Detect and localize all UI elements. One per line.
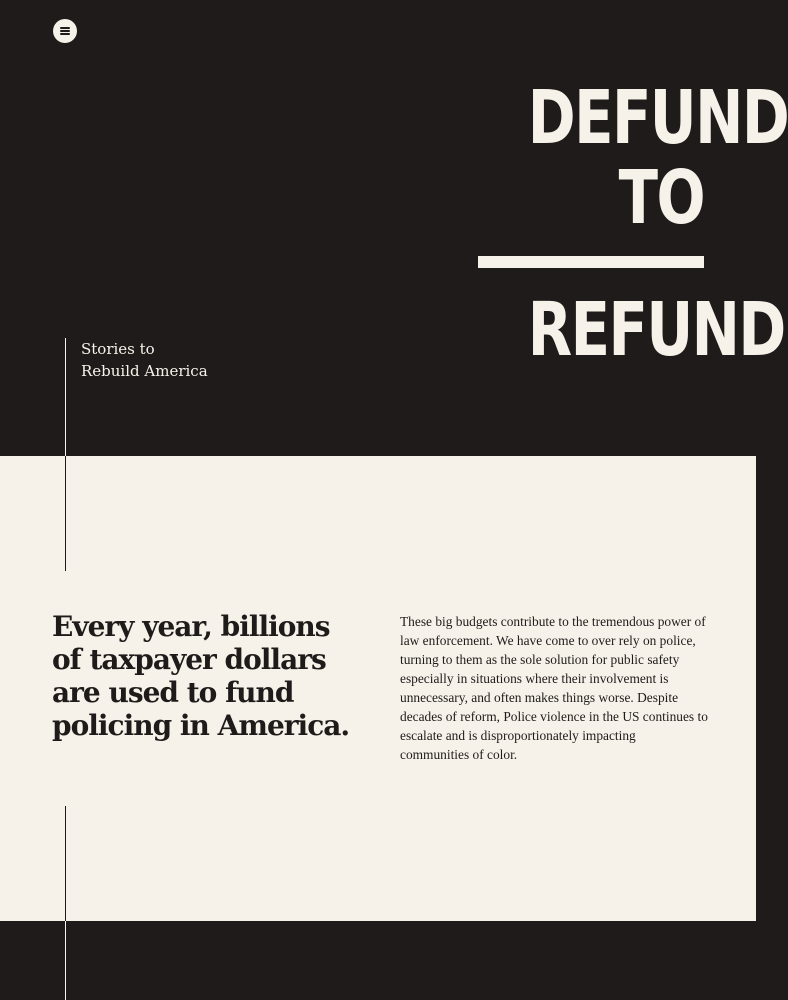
intro-body-text: These big budgets contribute to the tremendous power of law enforcement. We have come to over rely on police, turning to them as the sole solution for public safety especially in situations where their involvement is unnecessary, and often makes things worse. Despite decades of reform, Police violence in the US continues to escalate and is disproportionately impacting communities of color. bbox=[400, 614, 708, 762]
decorative-vertical-line-bottom bbox=[65, 806, 66, 921]
title-line-defund: DEFUND bbox=[527, 75, 788, 161]
tagline-line-1: Stories to bbox=[81, 340, 155, 358]
title-line-refund: REFUND bbox=[527, 287, 785, 373]
site-title bbox=[478, 75, 788, 373]
intro-headline: Every year, billions of taxpayer dollars are used to fund policing in America. bbox=[52, 610, 350, 742]
hamburger-menu-icon-bar bbox=[60, 30, 70, 32]
hamburger-menu-icon bbox=[60, 27, 70, 29]
decorative-vertical-line-lower bbox=[65, 456, 66, 571]
footer-band bbox=[0, 921, 756, 1000]
title-line-to: TO bbox=[618, 155, 704, 241]
hamburger-menu-icon-bar bbox=[60, 33, 70, 35]
title-divider bbox=[478, 256, 704, 268]
menu-button[interactable] bbox=[53, 19, 77, 43]
tagline bbox=[81, 338, 261, 382]
decorative-vertical-line-footer bbox=[65, 921, 66, 1000]
tagline-line-2: Rebuild America bbox=[81, 362, 208, 380]
